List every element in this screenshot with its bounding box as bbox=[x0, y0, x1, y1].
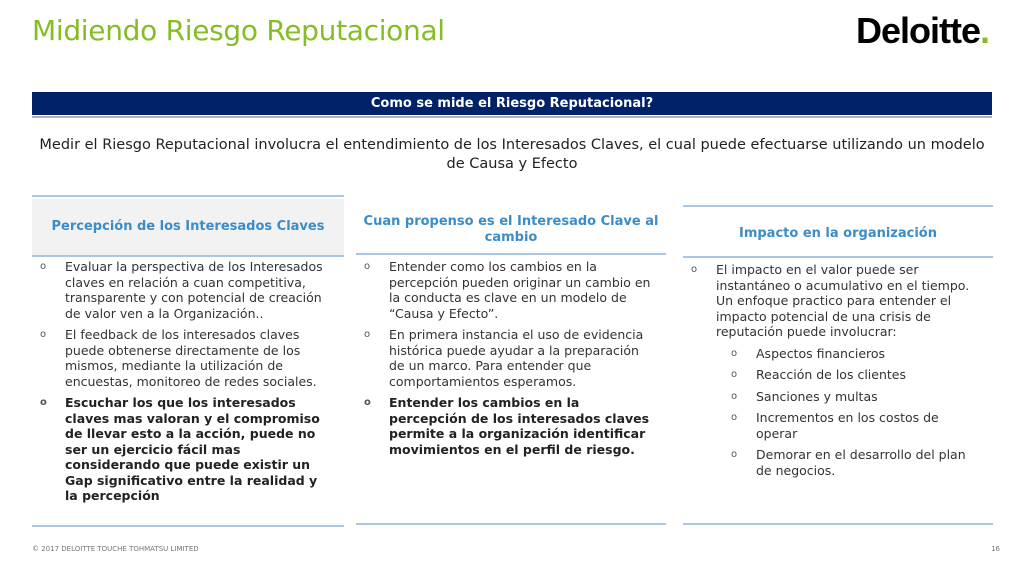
column-2-heading-rule bbox=[356, 253, 666, 255]
column-3-heading-rule bbox=[683, 256, 993, 258]
sub-list-item: o Incrementos en los costos de operar bbox=[716, 410, 981, 441]
list-item: o Entender los cambios en la percepción de los interesados claves permite a la organización identificar movimientos en el perfil de riesgo. bbox=[356, 395, 656, 457]
column-1-list bbox=[32, 259, 332, 510]
column-3-bottom-rule bbox=[683, 523, 993, 525]
column-2-heading: Cuan propenso es el Interesado Clave al cambio bbox=[363, 214, 659, 245]
list-item bbox=[683, 262, 981, 478]
column-3-top-rule bbox=[683, 205, 993, 207]
list-item-text: El impacto en el valor puede ser instantáneo o acumulativo en el tiempo. Un enfoque practico para entender el impacto potencial de una crisis de reputación puede involucrar: bbox=[716, 262, 970, 339]
list-item: o Entender como los cambios en la percepción pueden originar un cambio en la conducta es clave en un modelo de “Causa y Efecto”. bbox=[356, 259, 656, 321]
logo-dot: . bbox=[980, 10, 990, 51]
sub-list-item: o Reacción de los clientes bbox=[716, 367, 981, 383]
column-1-bottom-rule bbox=[32, 525, 344, 527]
sub-list-item: o Aspectos financieros bbox=[716, 346, 981, 362]
section-banner: Como se mide el Riesgo Reputacional? bbox=[32, 92, 992, 115]
copyright-footer: © 2017 DELOITTE TOUCHE TOHMATSU LIMITED bbox=[32, 545, 199, 553]
column-3-sublist bbox=[716, 346, 981, 479]
page-title: Midiendo Riesgo Reputacional bbox=[32, 14, 445, 47]
list-item: o En primera instancia el uso de evidencia histórica puede ayudar a la preparación de un marco. Para entender que comportamientos esperamos. bbox=[356, 327, 656, 389]
column-3-list bbox=[683, 262, 981, 484]
list-item: o El feedback de los interesados claves puede obtenerse directamente de los mismos, mediante la utilización de encuestas, monitoreo de redes sociales. bbox=[32, 327, 332, 389]
intro-text: Medir el Riesgo Reputacional involucra el entendimiento de los Interesados Claves, el cual puede efectuarse utilizando un modelo de Causa y Efecto bbox=[39, 137, 985, 172]
column-2-bottom-rule bbox=[356, 523, 666, 525]
column-1-heading-rule bbox=[32, 255, 344, 257]
sub-list-item: o Demorar en el desarrollo del plan de negocios. bbox=[716, 447, 981, 478]
column-1-top-rule bbox=[32, 195, 344, 197]
sub-list-item: o Sanciones y multas bbox=[716, 389, 981, 405]
list-item: o Escuchar los que los interesados claves mas valoran y el compromiso de llevar esto a la acción, puede no ser un ejercicio fácil mas considerando que puede existir un Gap significativo entre la realidad y la percepción bbox=[32, 395, 332, 504]
column-2-list bbox=[356, 259, 656, 463]
column-3-heading: Impacto en la organización bbox=[738, 226, 937, 241]
column-1-heading: Percepción de los Interesados Claves bbox=[32, 199, 344, 255]
list-item: o Evaluar la perspectiva de los Interesados claves en relación a cuan competitiva, transparente y con potencial de creación de valor ven a la Organización.. bbox=[32, 259, 332, 321]
banner-divider bbox=[32, 116, 992, 118]
page-number: 16 bbox=[991, 545, 1000, 553]
logo-text: Deloitte bbox=[856, 10, 981, 51]
deloitte-logo bbox=[856, 10, 989, 52]
